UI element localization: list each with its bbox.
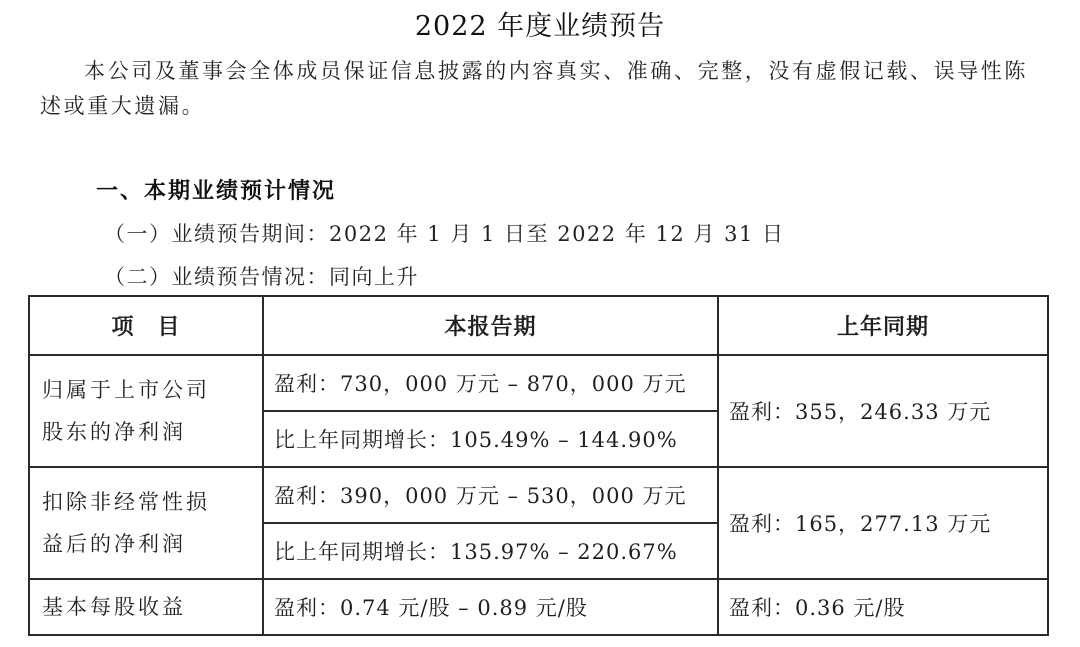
last-year-profit: 盈利：355，246.33 万元 [718, 355, 1048, 467]
table-row [29, 467, 1048, 523]
header-last-year: 上年同期 [718, 296, 1048, 355]
performance-table [28, 295, 1049, 636]
current-eps-range: 盈利：0.74 元/股 – 0.89 元/股 [263, 579, 718, 635]
table-header-row [29, 296, 1048, 355]
last-year-profit: 盈利：165，277.13 万元 [718, 467, 1048, 579]
current-profit-range: 盈利：730，000 万元 – 870，000 万元 [263, 355, 718, 411]
row-item-net-profit [29, 355, 263, 467]
forecast-situation-line: （二）业绩预告情况：同向上升 [104, 265, 419, 289]
last-year-eps: 盈利：0.36 元/股 [718, 579, 1048, 635]
table-row [29, 579, 1048, 635]
current-growth-range: 比上年同期增长：105.49% – 144.90% [263, 411, 718, 467]
header-current-period: 本报告期 [263, 296, 718, 355]
section-heading: 一、本期业绩预计情况 [96, 179, 337, 204]
current-growth-range: 比上年同期增长：135.97% – 220.67% [263, 523, 718, 579]
disclaimer-paragraph: 本公司及董事会全体成员保证信息披露的内容真实、准确、完整，没有虚假记载、误导性陈述或重大遗漏。 [40, 59, 1028, 118]
forecast-period-line: （一）业绩预告期间：2022 年 1 月 1 日至 2022 年 12 月 31 日 [104, 222, 785, 246]
item-label-line1: 归属于上市公司 [42, 378, 210, 402]
row-item-deducted-net-profit [29, 467, 263, 579]
header-item: 项 目 [29, 296, 263, 355]
item-label-line2: 益后的净利润 [42, 532, 186, 556]
current-profit-range: 盈利：390，000 万元 – 530，000 万元 [263, 467, 718, 523]
table-row [29, 355, 1048, 411]
item-label-line1: 扣除非经常性损 [42, 490, 210, 514]
row-item-eps: 基本每股收益 [29, 579, 263, 635]
document-title: 2022 年度业绩预告 [414, 11, 666, 42]
item-label-line2: 股东的净利润 [42, 420, 186, 444]
